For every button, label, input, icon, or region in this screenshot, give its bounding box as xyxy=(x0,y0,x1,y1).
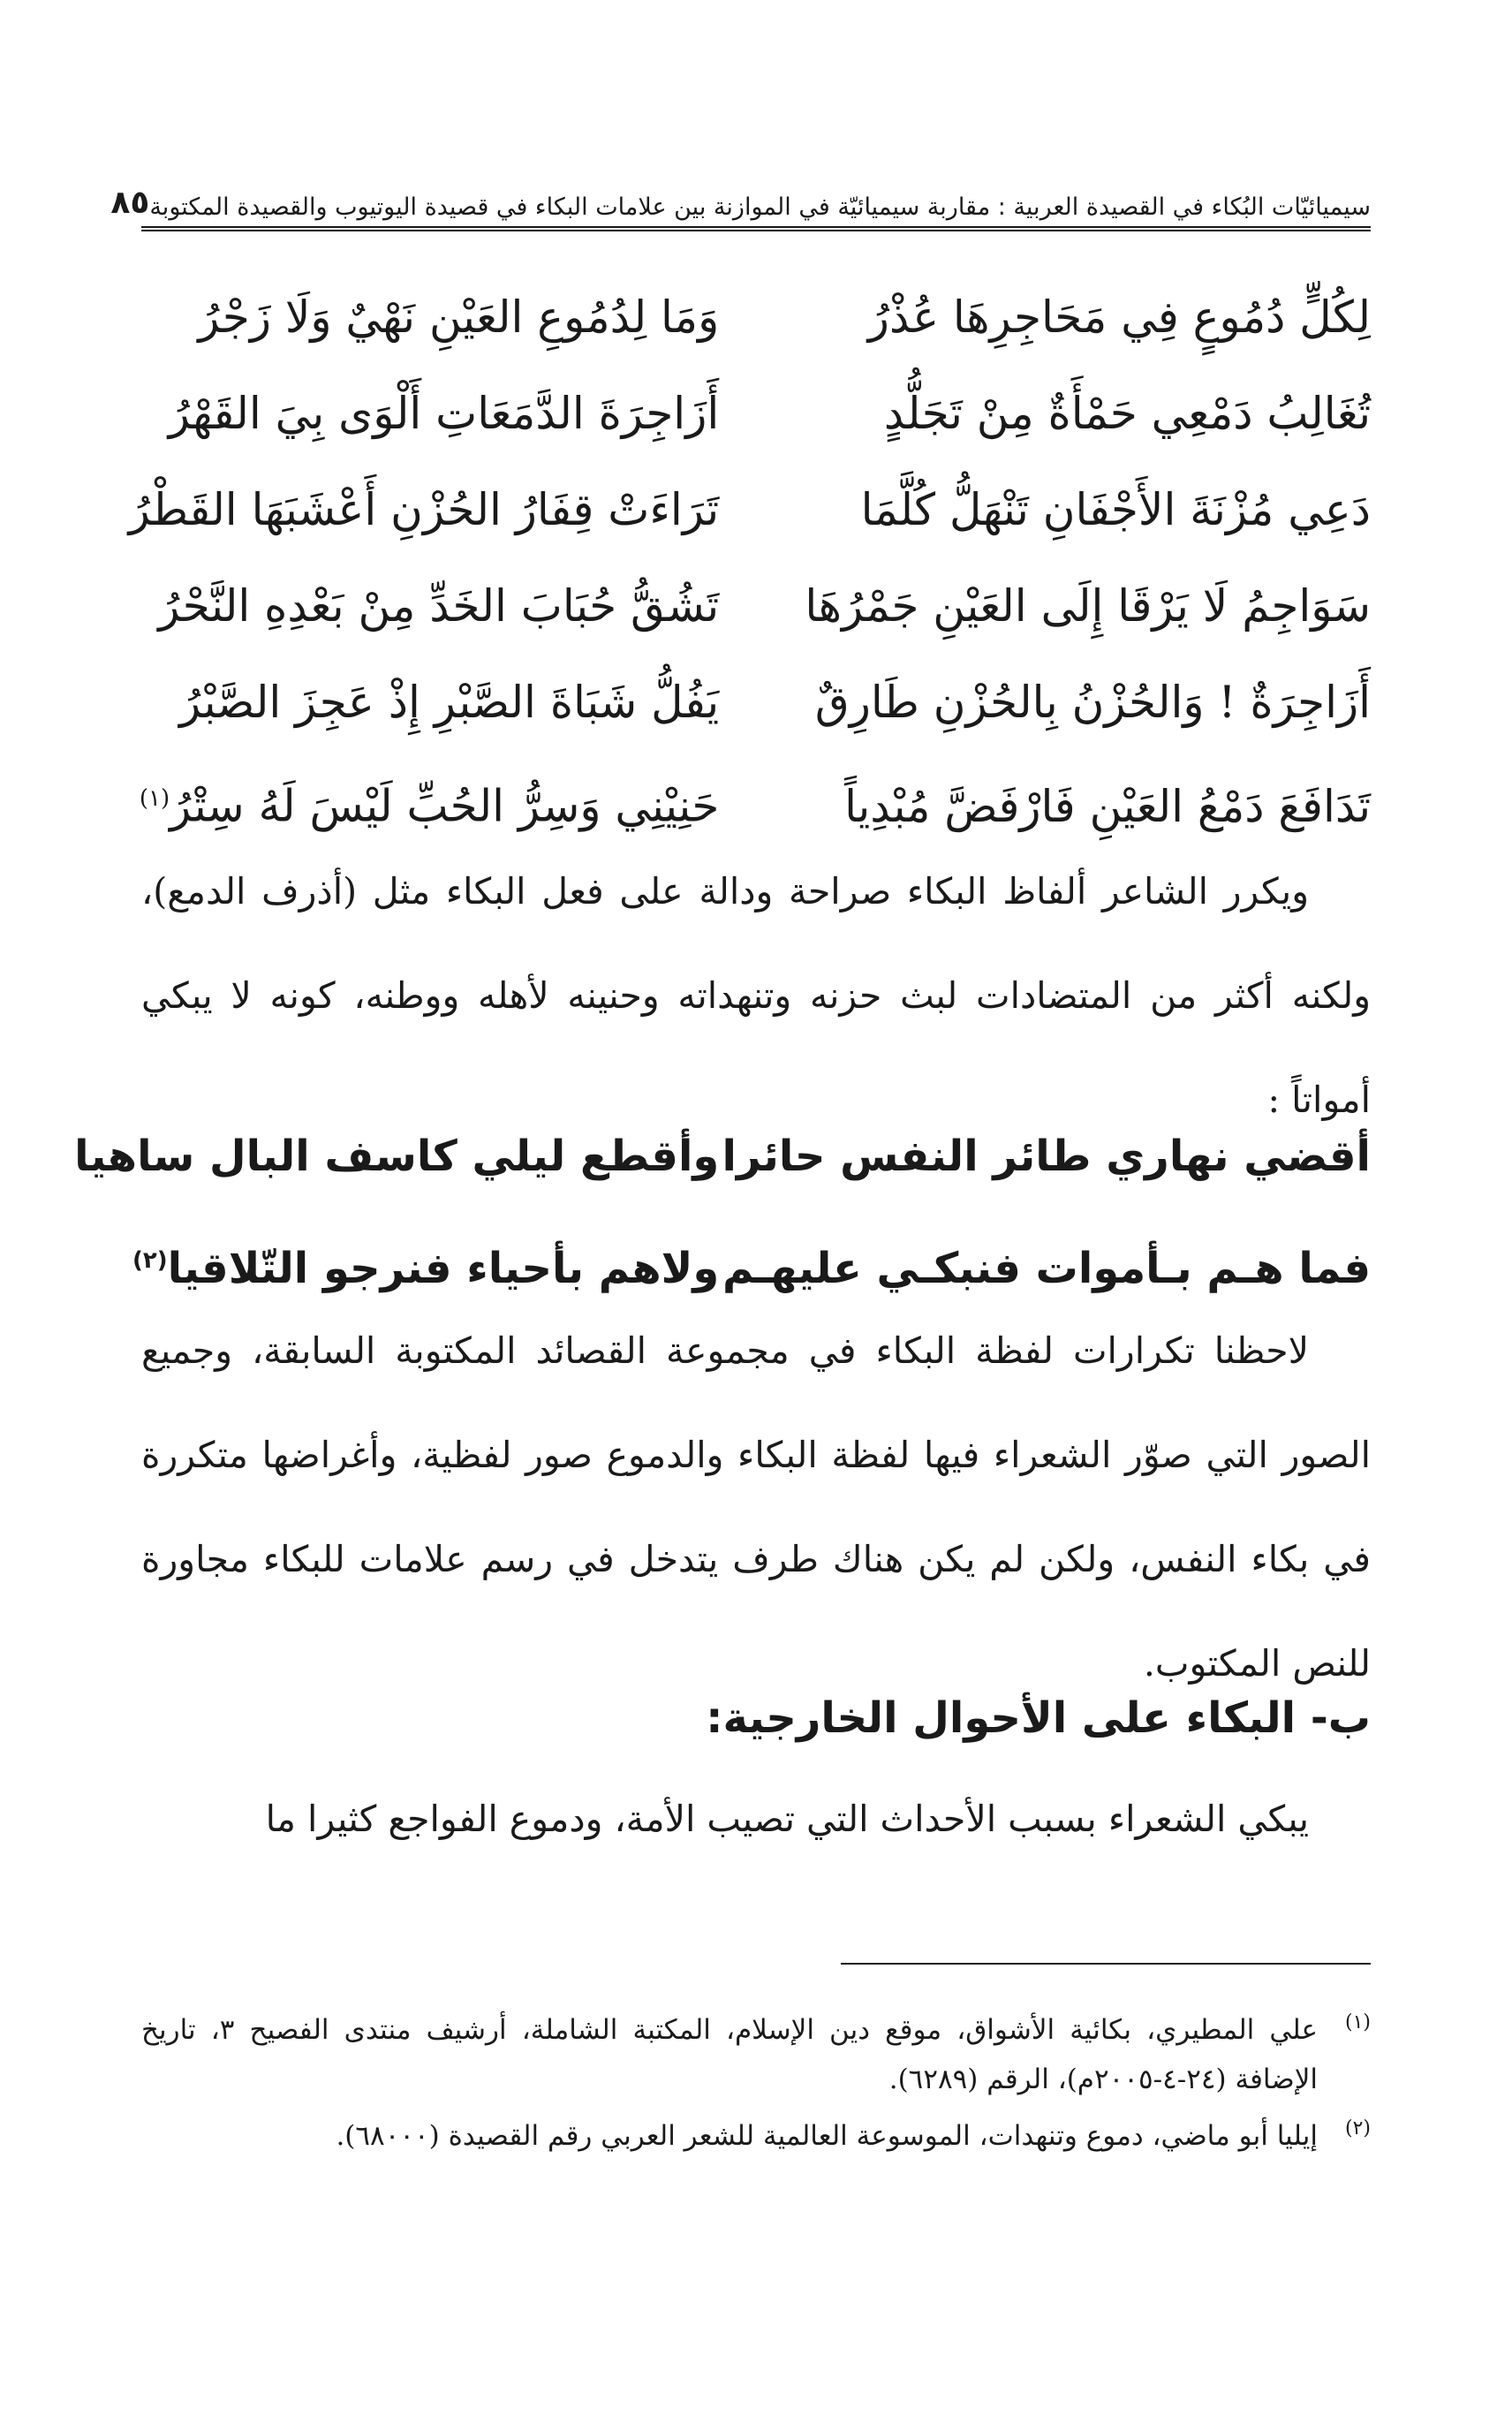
footnote-number: (١) xyxy=(1344,2011,1371,2033)
header-title: سيميائيّات البُكاء في القصيدة العربية : مقاربة سيميائيّة في الموازنة بين علامات البكاء في قصيدة اليوتيوب والقصيدة المكتوبة xyxy=(149,193,1371,221)
verse-row xyxy=(141,558,1371,655)
verse-row xyxy=(132,1208,1371,1313)
paragraph-text: ويكرر الشاعر ألفاظ البكاء صراحة ودالة على فعل البكاء مثل (أذرف الدمع)، ولكنه أكثر من المتضادات لبث حزنه وتنهداته وحنينه لأهله ووطنه، كونه لا يبكي أمواتاً : xyxy=(141,870,1371,1121)
footnote-rule xyxy=(841,1963,1371,1965)
verse-first-hemistich: أقضي نهاري طائر النفس حائرا xyxy=(722,1132,1371,1181)
verse-row xyxy=(128,462,1371,558)
footnote-text: إيليا أبو ماضي، دموع وتنهدات، الموسوعة العالمية للشعر العربي رقم القصيدة (٦٨٠٠٠). xyxy=(336,2120,1318,2152)
verse-second-hemistich: تَرَاءَتْ قِفَارُ الحُزْنِ أَعْشَبَهَا القَطْرُ xyxy=(128,484,720,535)
verse-second-hemistich: وأقطع ليلي كاسف البال ساهيا xyxy=(74,1132,720,1181)
verse-text: ولاهم بأحياء فنرجو التّلاقيا xyxy=(167,1244,720,1293)
paragraph-text: يبكي الشعراء بسبب الأحداث التي تصيب الأمة، ودموع الفواجع كثيرا ما xyxy=(265,1798,1309,1840)
verse-first-hemistich: تُغَالِبُ دَمْعِي حَمْأَةٌ مِنْ تَجَلُّدٍ xyxy=(883,388,1371,439)
footnote-text: علي المطيري، بكائية الأشواق، موقع دين الإسلام، المكتبة الشاملة، أرشيف منتدى الفصيح ٣، تاريخ الإضافة (٢٤-٤-٢٠٠٥م)، الرقم (٦٢٨٩). xyxy=(141,2014,1318,2095)
paragraph-text: لاحظنا تكرارات لفظة البكاء في مجموعة القصائد المكتوبة السابقة، وجميع الصور التي صوّر الشعراء فيها لفظة البكاء والدموع صور لفظية، وأغراضها متكررة في بكاء النفس، ولكن لم يكن هناك طرف يتدخل في رسم علامات للبكاء مجاورة للنص المكتوب. xyxy=(141,1329,1371,1685)
poem-block-2 xyxy=(74,1104,1371,1313)
paragraph-3 xyxy=(141,1767,1371,1871)
verse-first-hemistich: فما هـم بـأموات فنبكـي عليهـم xyxy=(722,1244,1371,1293)
verse-first-hemistich: أَزَاجِرَةٌ ! وَالحُزْنُ بِالحُزْنِ طَارِقٌ xyxy=(814,677,1371,728)
page-number: ٨٥ xyxy=(110,185,150,221)
footnotes xyxy=(141,2005,1371,2168)
verse-first-hemistich: دَعِي مُزْنَةَ الأَجْفَانِ تَنْهَلُّ كُلَّمَا xyxy=(860,484,1371,535)
section-heading: ب- البكاء على الأحوال الخارجية: xyxy=(706,1693,1371,1743)
verse-first-hemistich: سَوَاجِمُ لَا يَرْقَا إِلَى العَيْنِ جَمْرُهَا xyxy=(805,580,1371,632)
footnote-number: (٢) xyxy=(1344,2117,1371,2139)
verse-second-hemistich: وَمَا لِدُمُوعِ العَيْنِ نَهْيٌ وَلَا زَجْرُ xyxy=(198,292,720,343)
verse-second-hemistich: يَفُلُّ شَبَاةَ الصَّبْرِ إِذْ عَجِزَ الصَّبْرُ xyxy=(179,677,720,728)
verse-first-hemistich: لِكُلٍّ دُمُوعٍ فِي مَحَاجِرِهَا عُذْرُ xyxy=(867,292,1371,343)
poem-block-1 xyxy=(128,269,1371,847)
verse-first-hemistich: تَدَافَعَ دَمْعُ العَيْنِ فَارْفَضَّ مُبْدِياً xyxy=(844,780,1371,832)
verse-row xyxy=(74,1104,1371,1208)
verse-row xyxy=(141,655,1371,751)
footnote-item xyxy=(141,2005,1371,2104)
verse-row xyxy=(141,269,1371,366)
footnote-reference-1[interactable]: (١) xyxy=(139,785,170,812)
verse-row xyxy=(141,751,1371,847)
verse-second-hemistich: تَشُقُّ حُبَابَ الخَدِّ مِنْ بَعْدِهِ النَّحْرُ xyxy=(158,580,720,632)
footnote-reference-2[interactable]: (٢) xyxy=(132,1247,168,1274)
verse-second-hemistich: أَزَاجِرَةَ الدَّمَعَاتِ أَلْوَى بِيَ القَهْرُ xyxy=(168,388,720,439)
footnote-item xyxy=(141,2111,1371,2161)
paragraph-2 xyxy=(141,1299,1371,1715)
verse-row xyxy=(141,366,1371,462)
verse-text: حَنِيْنِي وَسِرُّ الحُبِّ لَيْسَ لَهُ سِتْرُ xyxy=(170,780,720,832)
running-header xyxy=(110,168,1371,221)
header-rule xyxy=(141,226,1371,231)
